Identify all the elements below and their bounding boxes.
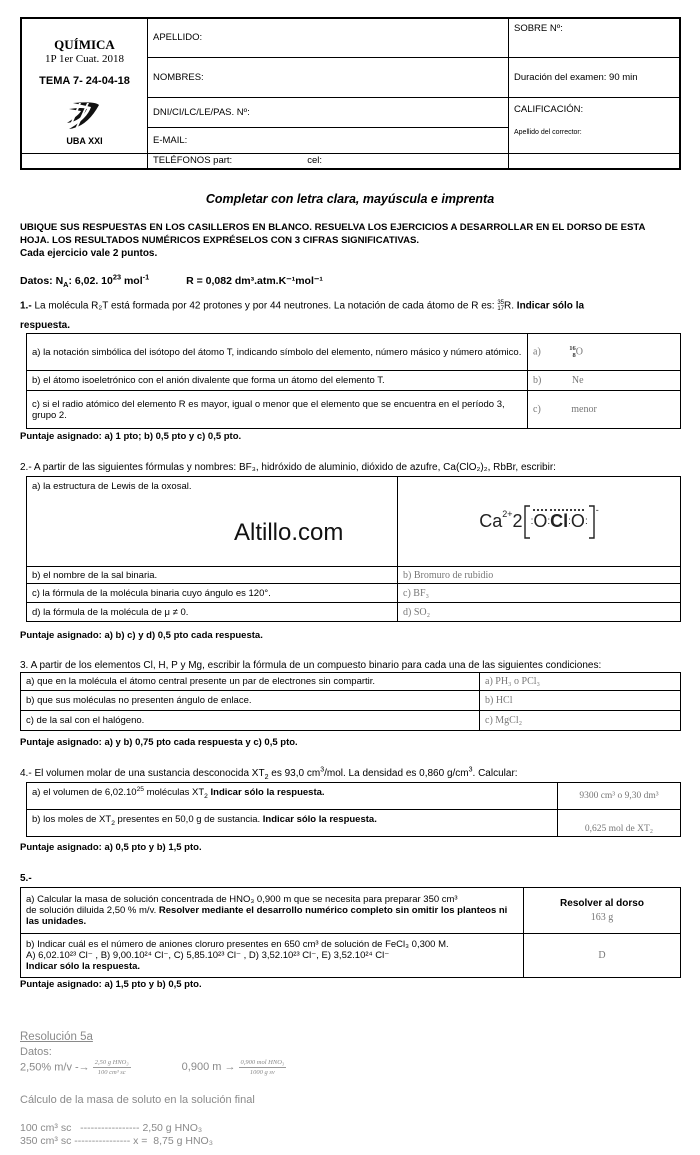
q2-row-d-question: d) la fórmula de la molécula de μ ≠ 0. [27, 603, 398, 622]
q4-row-b-sub: 2 [111, 819, 115, 827]
resolucion-title: Resolución 5a [20, 1031, 93, 1043]
q4-row-b-mid: presentes en 50,0 g de sustancia. [114, 814, 261, 825]
lewis-o2-colon: : [584, 516, 588, 527]
frac2-den: 1000 g sv [249, 1069, 275, 1076]
apellido-label: APELLIDO: [153, 32, 203, 44]
q1-row-a-z: 8 [572, 352, 576, 359]
resolucion-molal: 0,900 m → [181, 1061, 236, 1074]
q4-row-b-question [27, 810, 558, 837]
resolucion-mv: 2,50% m/v -→ [20, 1061, 90, 1074]
q2-row-a-answer[interactable] [398, 477, 681, 567]
q3-row-b-answer[interactable]: b) HCl [480, 691, 681, 711]
q2-score: Puntaje asignado: a) b) c) y d) 0,5 pto cada respuesta. [20, 630, 263, 641]
lewis-bracket-right-icon [588, 505, 596, 539]
q5-row-a-resolver: Resolver al dorso [560, 898, 644, 909]
q2-table [26, 476, 681, 622]
q1-row-a-symbol: O [575, 346, 584, 358]
lewis-bracket-left-icon [523, 505, 531, 539]
q4-text-pre: 4.- El volumen molar de una sustancia desconocida XT [20, 768, 265, 779]
q3-text: 3. A partir de los elementos Cl, H, P y Mg, escribir la fórmula de un compuesto binario para cada una de las siguientes condiciones: [20, 660, 602, 671]
q4-row-a-question [27, 783, 558, 810]
q4-text-post: /mol. La densidad es 0,860 g/cm [324, 768, 469, 779]
q1-row-b-answer[interactable] [528, 371, 681, 391]
q5-row-b-question [21, 934, 524, 978]
q3-score: Puntaje asignado: a) y b) 0,75 pto cada respuesta y c) 0,5 pto. [20, 737, 298, 748]
header-blank-cell [21, 153, 148, 169]
resolucion-calc-title: Cálculo de la masa de soluto en la solución final [20, 1094, 255, 1106]
resolucion-line-1 [20, 1058, 286, 1077]
frac1-den: 100 cm³ sc [97, 1069, 126, 1076]
q5-row-b-options: A) 6,02.10²³ Cl⁻ , B) 9,00.10²⁴ Cl⁻, C) 5,85.10²³ Cl⁻ , D) 3,52.10²³ Cl⁻, E) 3,52.10²⁴ Cl⁻ [26, 950, 390, 961]
q4-row-b-answer[interactable]: 0,625 mol de XT₂ [558, 810, 681, 837]
q4-text-end: . Calcular: [472, 768, 518, 779]
subject-title: QUÍMICA [54, 37, 115, 52]
course-label: 1P 1er Cuat. 2018 [44, 53, 125, 65]
q1-statement: La molécula R₂T está formada por 42 protones y por 44 neutrones. La notación de cada átomo de R es: [34, 300, 495, 312]
q1-table [26, 333, 681, 429]
header-table [20, 17, 681, 170]
datos-line [20, 272, 323, 290]
q3-row-b-question: b) que sus moléculas no presenten ángulo de enlace. [21, 691, 480, 711]
q2-row-c-question: c) la fórmula de la molécula binaria cuyo ángulo es 120°. [27, 584, 398, 603]
email-label: E-MAIL: [153, 134, 188, 146]
q4-table [26, 782, 681, 837]
q2-row-c-answer[interactable]: c) BF₃ [398, 584, 681, 603]
datos-label: Datos: N [20, 275, 64, 287]
tema-label: TEMA 7- 24-04-18 [39, 75, 130, 87]
q5-number: 5.- [20, 873, 32, 884]
q3-row-c-answer[interactable]: c) MgCl₂ [480, 711, 681, 731]
lewis-o2: O [570, 511, 585, 531]
logo-text: UBA XXI [66, 136, 103, 146]
q4-row-b-bold: Indicar sólo la respuesta. [260, 814, 377, 825]
apellido-field[interactable] [148, 18, 509, 57]
q5-row-a-bold: Resolver mediante el desarrollo numérico completo sin omitir los planteos ni las unidades. [26, 905, 508, 927]
datos-sub: A [63, 280, 69, 290]
q5-row-a-question [21, 888, 524, 934]
instructions-line-2: HOJA. LOS RESULTADOS NUMÉRICOS EXPRÉSELOS CON 3 CIFRAS SIGNIFICATIVAS. [20, 235, 420, 246]
frac2-num: 0,900 mol HNO₃ [240, 1059, 285, 1066]
q4-row-a-mid: moléculas XT [143, 787, 205, 798]
q1-score: Puntaje asignado: a) 1 pto; b) 0,5 pto y c) 0,5 pto. [20, 431, 242, 442]
q4-text-mid: es 93,0 cm [268, 768, 321, 779]
q1-notation-mass: 35 [497, 300, 505, 306]
q2-row-a-question [27, 477, 398, 567]
q1-row-b-value: Ne [571, 375, 584, 386]
q5-row-b-line-1: b) Indicar cuál es el número de aniones cloruro presentes en 650 cm³ de solución de FeCl₃ 0,300 M. [26, 939, 449, 950]
q3-row-a-answer[interactable]: a) PH₃ o PCl₃ [480, 673, 681, 691]
q5-row-b-instruction: Indicar sólo la respuesta. [26, 961, 141, 972]
resolucion-frac-1 [93, 1058, 131, 1077]
q4-row-a-sub: 2 [204, 792, 208, 800]
datos-exp: 23 [112, 272, 122, 282]
q2-row-d-answer[interactable]: d) SO₂ [398, 603, 681, 622]
dni-field[interactable] [148, 97, 509, 127]
q4-score: Puntaje asignado: a) 0,5 pto y b) 1,5 pto. [20, 842, 202, 853]
calificacion-field[interactable] [509, 97, 681, 153]
q1-row-a-question: a) la notación simbólica del isótopo del átomo T, indicando símbolo del elemento, número másico y número atómico. [27, 334, 528, 371]
q5-row-b-answer[interactable]: D [524, 934, 681, 978]
duracion-cell [509, 57, 681, 97]
q1-notation-z: 17 [497, 306, 505, 312]
lewis-bond-1: : [547, 516, 551, 527]
q1-notation [497, 300, 504, 312]
header-subject-cell [21, 18, 148, 153]
q1-row-c-value: menor [571, 404, 597, 415]
resolucion-calc-1: 100 cm³ sc ----------------- 2,50 g HNO₃ [20, 1122, 203, 1134]
q1-notation-symbol: R. [504, 300, 515, 312]
q3-table [20, 672, 681, 731]
q1-row-c-letter: c) [533, 404, 541, 415]
duracion-label: Duración del examen: 90 min [514, 71, 638, 83]
resolucion-frac-2 [239, 1058, 287, 1077]
q4-sup-3a: 3 [320, 766, 325, 774]
q4-row-a-exp: 25 [136, 785, 144, 793]
q4-row-a-answer[interactable]: 9300 cm³ o 9,30 dm³ [558, 783, 681, 810]
q2-row-a-label: a) la estructura de Lewis de la oxosal. [32, 481, 192, 492]
q4-row-a-pre: a) el volumen de 6,02.10 [32, 787, 137, 798]
cel-label: cel: [307, 154, 322, 166]
email-field[interactable] [148, 127, 509, 153]
instructions-title: Completar con letra clara, mayúscula e imprenta [205, 192, 495, 206]
q4-sub-2: 2 [264, 774, 269, 781]
uba-logo [27, 99, 142, 146]
q1-row-b-question: b) el átomo isoeletrónico con el anión divalente que forma un átomo del elemento T. [27, 371, 528, 391]
lewis-cl: Cl [550, 511, 569, 531]
q2-row-b-answer[interactable]: b) Bromuro de rubidio [398, 567, 681, 584]
q3-row-a-question: a) que en la molécula el átomo central presente un par de electrones sin compartir. [21, 673, 480, 691]
q5-row-a-line-2-text: de solución diluida 2,50 % m/v. [26, 905, 157, 916]
sobre-label: SOBRE Nº: [514, 23, 563, 34]
lewis-ca: Ca [479, 511, 503, 531]
q1-number: 1.- [20, 300, 32, 312]
q4-sup-3b: 3 [468, 766, 473, 774]
q2-row-b-question: b) el nombre de la sal binaria. [27, 567, 398, 584]
resolucion-calc-2: 350 cm³ sc ---------------- x = 8,75 g HNO₃ [20, 1135, 213, 1147]
q5-row-a-answer[interactable] [524, 888, 681, 934]
header-blank-cell-2 [509, 153, 681, 169]
telefonos-label: TELÉFONOS part: [153, 154, 233, 166]
dni-label: DNI/CI/LC/LE/PAS. Nº: [153, 106, 250, 118]
q4-text [20, 768, 685, 779]
q1-row-c-answer[interactable] [528, 391, 681, 429]
datos-unit-exp: -1 [142, 272, 150, 282]
lewis-structure: Ca $^{2+}$ 2 : O : Cl : O : - [479, 505, 598, 539]
uba-logo-icon [65, 99, 105, 133]
q5-table [20, 887, 681, 978]
lewis-o1: O [533, 511, 548, 531]
lewis-o1-colon: : [530, 516, 534, 527]
telefonos-field[interactable] [148, 153, 509, 169]
q5-row-a-line-1: a) Calcular la masa de solución concentrada de HNO₃ 0,900 m que se necesita para preparar 350 cm³ [26, 894, 458, 905]
instructions-line-1: UBIQUE SUS RESPUESTAS EN LOS CASILLEROS EN BLANCO. RESUELVA LOS EJERCICIOS A DESARROLLAR EN EL DORSO DE ESTA [20, 222, 646, 233]
q2-text: 2.- A partir de las siguientes fórmulas y nombres: BF₃, hidróxido de aluminio, dióxido de azufre, Ca(ClO₂)₂, RbBr, escribir: [20, 462, 556, 473]
lewis-bond-2: : [568, 516, 571, 527]
frac1-num: 2,50 g HNO₃ [94, 1059, 129, 1066]
datos-unit: mol [121, 275, 143, 287]
watermark: Altillo.com [234, 519, 344, 546]
sobre-field[interactable] [509, 18, 681, 57]
resolucion-datos: Datos: [20, 1046, 52, 1058]
nombres-label: NOMBRES: [153, 71, 204, 83]
q1-instruction: Indicar sólo la [516, 300, 585, 312]
q3-row-c-question: c) de la sal con el halógeno. [21, 711, 480, 731]
q1-text [20, 300, 680, 312]
datos-r: R = 0,082 dm³.atm.K⁻¹mol⁻¹ [186, 275, 323, 287]
q4-row-a-bold: Indicar sólo la respuesta. [207, 787, 325, 798]
q1-row-a-answer[interactable] [528, 334, 681, 371]
datos-value: : 6,02. 10 [68, 275, 113, 287]
q1-row-a-letter: a) [533, 346, 541, 358]
corrector-label: Apellido del corrector: [514, 128, 582, 136]
nombres-field[interactable] [148, 57, 509, 97]
q5-score: Puntaje asignado: a) 1,5 pto y b) 0,5 pto. [20, 979, 202, 990]
q1-row-c-question: c) si el radio atómico del elemento R es mayor, igual o menor que el elemento que se encuentra en el período 3, grupo 2. [27, 391, 528, 429]
q5-row-a-line-2 [26, 905, 518, 927]
calificacion-label: CALIFICACIÓN: [514, 103, 584, 115]
q4-row-b-pre: b) los moles de XT [32, 814, 112, 825]
lewis-coefficient: 2 [512, 511, 523, 531]
q5-row-a-value: 163 g [590, 912, 614, 923]
q1-row-b-letter: b) [533, 375, 542, 386]
q1-row-a-mass: 16 [569, 345, 576, 352]
q1-instruction-2: respuesta. [20, 320, 71, 331]
instructions-line-3: Cada ejercicio vale 2 puntos. [20, 248, 158, 259]
